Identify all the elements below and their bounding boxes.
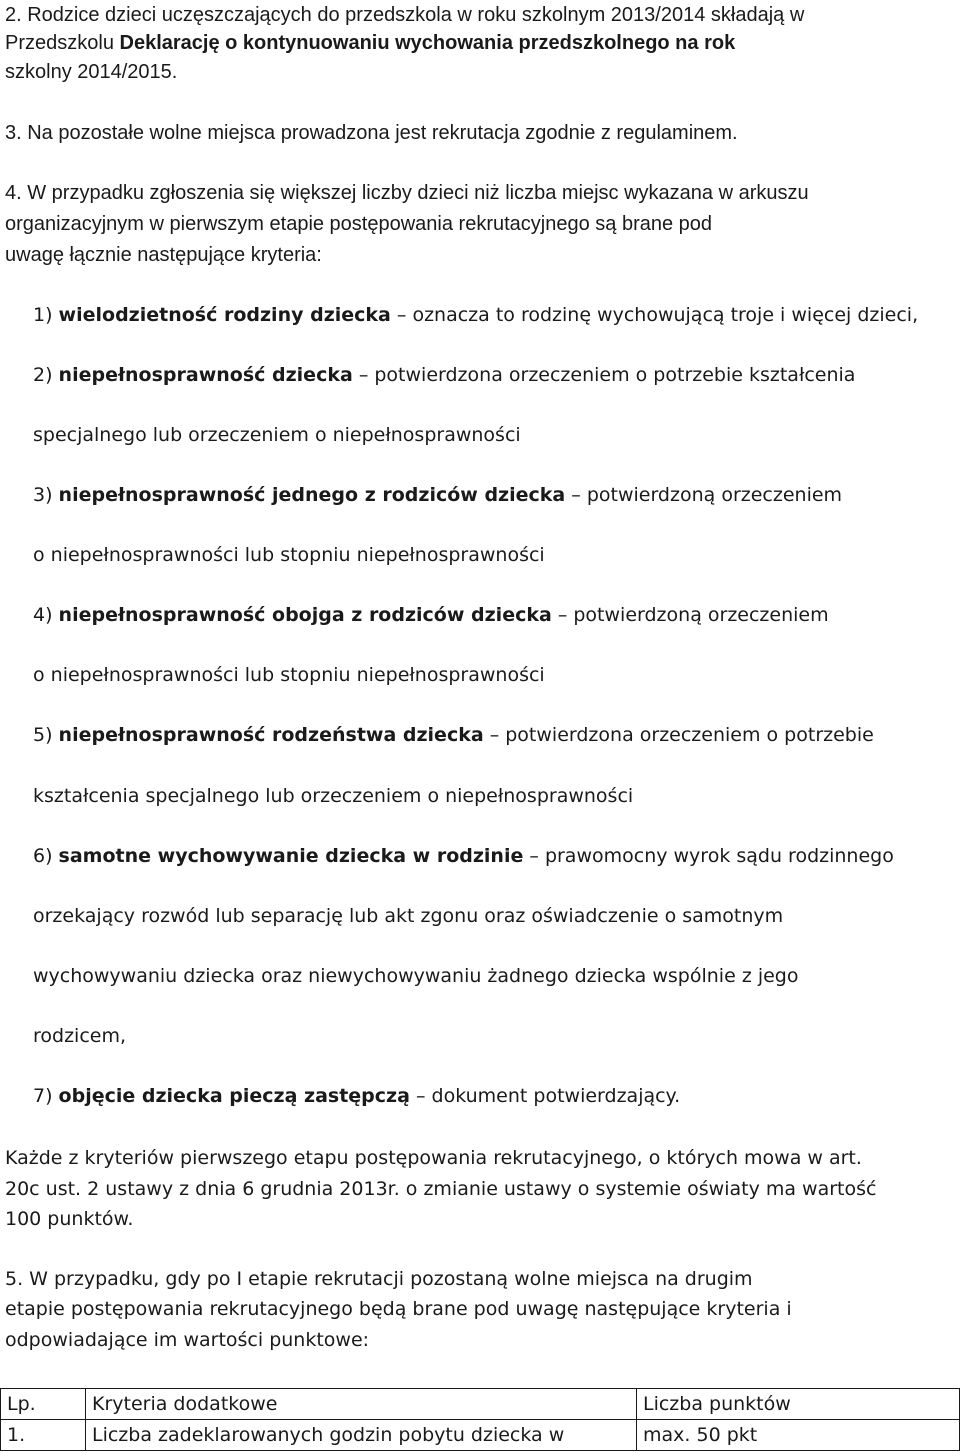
declaration-title: Deklarację o kontynuowaniu wychowania przedszkolnego na rok <box>119 32 736 54</box>
criterion-line: 3) niepełnosprawność jednego z rodziców dziecka – potwierdzoną orzeczeniem <box>33 484 843 506</box>
table-header-cell: Lp. <box>1 1389 86 1420</box>
paragraph-4-line-1: 4. W przypadku zgłoszenia się większej liczby dzieci niż liczba miejsc wykazana w arkuszu <box>5 182 809 204</box>
school-year-text: szkolny 2014/2015. <box>5 61 178 83</box>
criteria-table <box>0 1388 960 1451</box>
criterion-line: 6) samotne wychowywanie dziecka w rodzinie – prawomocny wyrok sądu rodzinnego <box>33 845 894 867</box>
criterion-line: orzekający rozwód lub separację lub akt zgonu oraz oświadczenie o samotnym <box>33 905 784 927</box>
summary-line-3: 100 punktów. <box>5 1208 134 1230</box>
paragraph-4-line-2: organizacyjnym w pierwszym etapie postępowania rekrutacyjnego są brane pod <box>5 213 713 235</box>
paragraph-2-text: Przedszkolu <box>5 32 120 54</box>
paragraph-2-line-3 <box>5 57 177 87</box>
paragraph-5-line-1: 5. W przypadku, gdy po I etapie rekrutacji pozostaną wolne miejsca na drugim <box>5 1268 753 1290</box>
criterion-line: wychowywaniu dziecka oraz niewychowywaniu żadnego dziecka wspólnie z jego <box>33 965 799 987</box>
criterion-line: 7) objęcie dziecka pieczą zastępczą – dokument potwierdzający. <box>33 1085 681 1107</box>
table-header-row <box>1 1389 960 1420</box>
table-header-cell: Liczba punktów <box>637 1389 960 1420</box>
summary-line-1: Każde z kryteriów pierwszego etapu postępowania rekrutacyjnego, o których mowa w art. <box>5 1147 862 1169</box>
paragraph-2-line-2 <box>5 28 735 58</box>
paragraph-4-line-3: uwagę łącznie następujące kryteria: <box>5 244 322 266</box>
criterion-line: o niepełnosprawności lub stopniu niepełnosprawności <box>33 664 545 686</box>
paragraph-2-line-1: 2. Rodzice dzieci uczęszczających do przedszkola w roku szkolnym 2013/2014 składają w <box>5 4 805 26</box>
criterion-line: 4) niepełnosprawność obojga z rodziców dziecka – potwierdzoną orzeczeniem <box>33 604 829 626</box>
table-cell: Liczba zadeklarowanych godzin pobytu dziecka w <box>86 1420 637 1451</box>
paragraph-5-line-2: etapie postępowania rekrutacyjnego będą brane pod uwagę następujące kryteria i <box>5 1298 792 1320</box>
criterion-line: rodzicem, <box>33 1025 127 1047</box>
criterion-line: kształcenia specjalnego lub orzeczeniem o niepełnosprawności <box>33 785 634 807</box>
criterion-line: 1) wielodzietność rodziny dziecka – oznacza to rodzinę wychowującą troje i więcej dzieci, <box>33 304 919 326</box>
summary-line-2: 20c ust. 2 ustawy z dnia 6 grudnia 2013r. o zmianie ustawy o systemie oświaty ma wartość <box>5 1178 877 1200</box>
criterion-line: specjalnego lub orzeczeniem o niepełnosprawności <box>33 424 521 446</box>
table-cell: max. 50 pkt <box>637 1420 960 1451</box>
table-row <box>1 1420 960 1451</box>
criterion-line: 2) niepełnosprawność dziecka – potwierdzona orzeczeniem o potrzebie kształcenia <box>33 364 856 386</box>
criterion-line: o niepełnosprawności lub stopniu niepełnosprawności <box>33 544 545 566</box>
table-header-cell: Kryteria dodatkowe <box>86 1389 637 1420</box>
paragraph-5-line-3: odpowiadające im wartości punktowe: <box>5 1329 370 1351</box>
table-cell: 1. <box>1 1420 86 1451</box>
paragraph-3: 3. Na pozostałe wolne miejsca prowadzona jest rekrutacja zgodnie z regulaminem. <box>5 122 738 144</box>
criterion-line: 5) niepełnosprawność rodzeństwa dziecka – potwierdzona orzeczeniem o potrzebie <box>33 724 874 746</box>
